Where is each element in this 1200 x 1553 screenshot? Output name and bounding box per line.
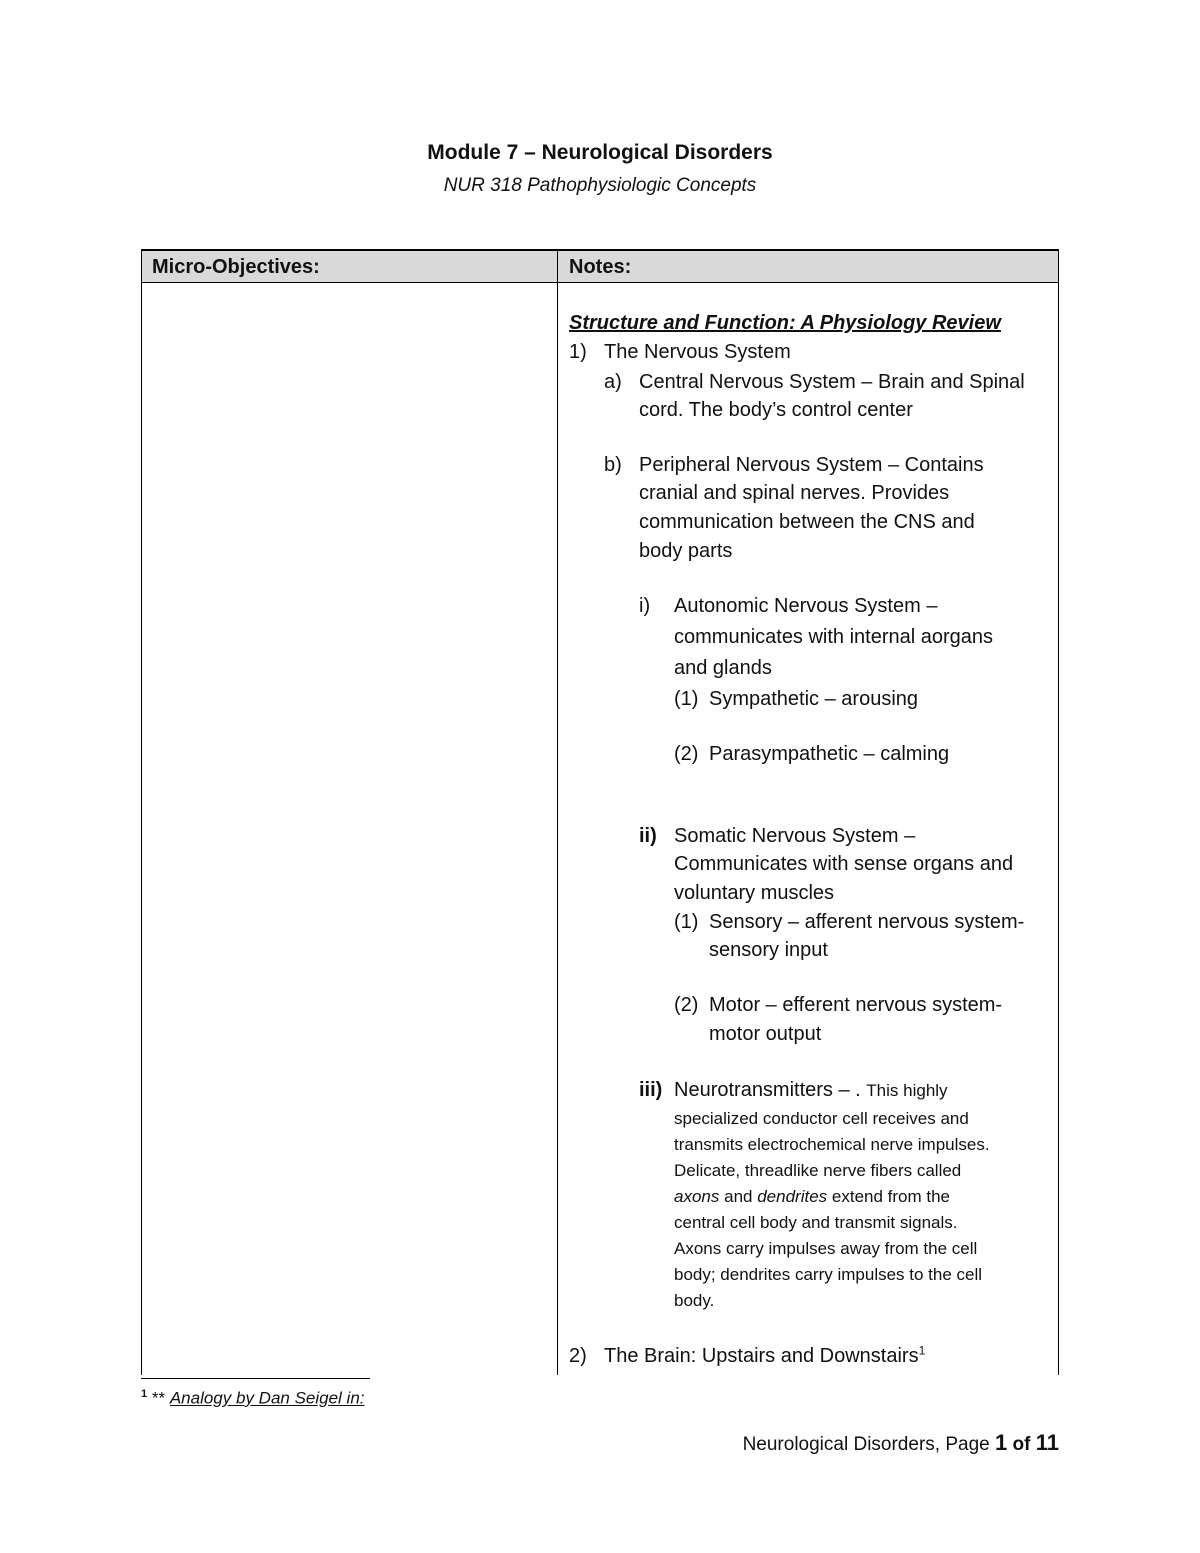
page-total: 11 bbox=[1035, 1430, 1059, 1455]
list-item: Somatic Nervous System – bbox=[674, 825, 916, 847]
list-item: body; dendrites carry impulses to the cell bbox=[674, 1265, 983, 1284]
page-subtitle: NUR 318 Pathophysiologic Concepts bbox=[443, 175, 757, 196]
list-item: sensory input bbox=[709, 939, 828, 961]
notes-header: Notes: bbox=[569, 256, 632, 278]
list-item: Axons carry impulses away from the cell bbox=[674, 1239, 978, 1258]
table-header bbox=[141, 249, 1059, 283]
table-column-divider bbox=[557, 249, 558, 1375]
list-item: transmits electrochemical nerve impulses. bbox=[674, 1135, 990, 1154]
list-number: (1) bbox=[674, 688, 699, 710]
list-item: communicates with internal aorgans bbox=[674, 626, 994, 648]
list-number: (2) bbox=[674, 743, 699, 765]
footnote-stars: ** bbox=[151, 1388, 166, 1408]
footnote-reference[interactable]: 1 bbox=[918, 1343, 926, 1358]
dendrites-term: dendrites bbox=[757, 1187, 828, 1206]
list-item: Central Nervous System – Brain and Spinal bbox=[639, 371, 1025, 393]
list-item: Motor – efferent nervous system- bbox=[709, 994, 1003, 1016]
list-number: 2) bbox=[569, 1345, 587, 1367]
list-item: The Nervous System bbox=[604, 341, 791, 363]
list-number: b) bbox=[604, 454, 622, 476]
neurotransmitters-label: Neurotransmitters – . bbox=[674, 1079, 861, 1101]
list-item-text: This highly bbox=[866, 1081, 948, 1100]
micro-objectives-header: Micro-Objectives: bbox=[152, 256, 320, 278]
list-item: motor output bbox=[709, 1023, 822, 1045]
list-item-text: The Brain: Upstairs and Downstairs bbox=[604, 1345, 919, 1367]
list-item bbox=[674, 1184, 950, 1210]
list-item: specialized conductor cell receives and bbox=[674, 1109, 969, 1128]
list-number: (2) bbox=[674, 994, 699, 1016]
list-item: Autonomic Nervous System – bbox=[674, 595, 938, 617]
table-right-border bbox=[1058, 249, 1059, 1375]
list-item: Communicates with sense organs and bbox=[674, 853, 1014, 875]
list-item: Peripheral Nervous System – Contains bbox=[639, 454, 984, 476]
list-number: a) bbox=[604, 371, 622, 393]
list-item: Parasympathetic – calming bbox=[709, 743, 950, 765]
list-number: ii) bbox=[639, 825, 657, 847]
footnote-separator bbox=[141, 1378, 370, 1379]
footnote-text: Analogy by Dan Seigel in: bbox=[169, 1388, 365, 1408]
section-heading: Structure and Function: A Physiology Review bbox=[569, 312, 1001, 334]
page-footer bbox=[743, 1430, 1059, 1456]
list-item bbox=[674, 1076, 948, 1105]
page-number: 1 bbox=[994, 1430, 1008, 1455]
footer-label: Neurological Disorders, Page bbox=[742, 1434, 990, 1455]
list-item: Delicate, threadlike nerve fibers called bbox=[674, 1161, 962, 1180]
list-number: i) bbox=[639, 595, 651, 617]
list-item: central cell body and transmit signals. bbox=[674, 1213, 958, 1232]
list-number: iii) bbox=[639, 1079, 663, 1101]
list-number: (1) bbox=[674, 911, 699, 933]
page-title: Module 7 – Neurological Disorders bbox=[427, 141, 773, 164]
list-item: and glands bbox=[674, 657, 772, 679]
footnote bbox=[141, 1388, 365, 1409]
list-item: communication between the CNS and bbox=[639, 511, 975, 533]
list-item: voluntary muscles bbox=[674, 882, 835, 904]
table-left-border bbox=[141, 249, 142, 1375]
list-item-text: and bbox=[724, 1187, 753, 1206]
list-item: body parts bbox=[639, 540, 733, 562]
list-item: body. bbox=[674, 1291, 715, 1310]
list-item: cord. The body’s control center bbox=[639, 399, 913, 421]
list-item: Sympathetic – arousing bbox=[709, 688, 919, 710]
list-item-text: extend from the bbox=[831, 1187, 951, 1206]
axons-term: axons bbox=[674, 1187, 720, 1206]
list-item bbox=[604, 1342, 925, 1371]
footnote-number: 1 bbox=[141, 1388, 148, 1400]
footer-of: of bbox=[1012, 1434, 1031, 1455]
list-item: cranial and spinal nerves. Provides bbox=[639, 482, 950, 504]
list-item: Sensory – afferent nervous system- bbox=[709, 911, 1025, 933]
list-number: 1) bbox=[569, 341, 587, 363]
